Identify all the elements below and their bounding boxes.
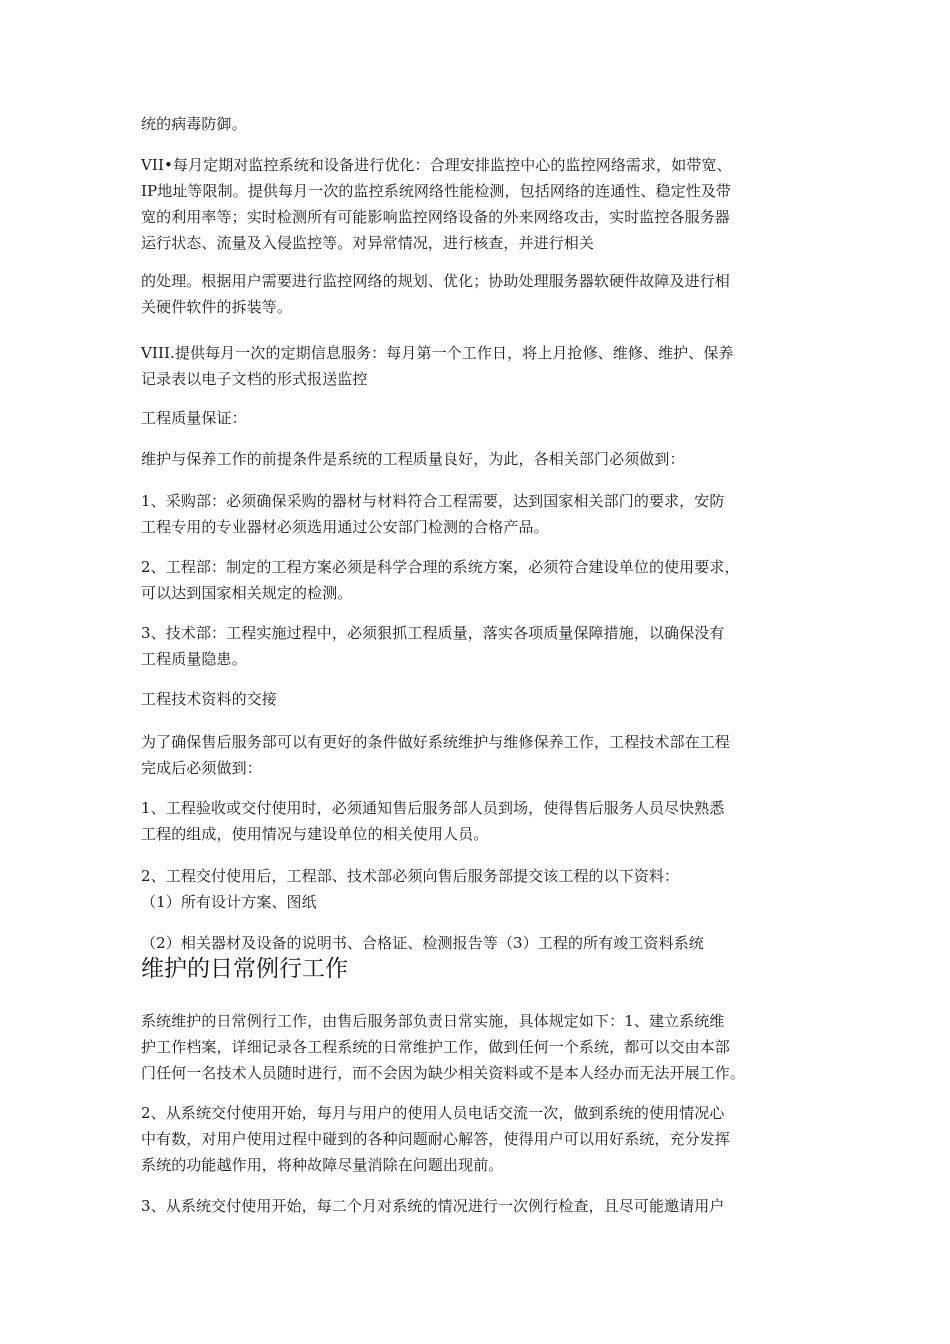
paragraph-handover-item-1 bbox=[141, 795, 821, 847]
text-line: 3、从系统交付使用开始，每二个月对系统的情况进行一次例行检查，且尽可能邀请用户 bbox=[141, 1197, 725, 1215]
paragraph-handover-intro bbox=[141, 729, 821, 781]
text-line: 系统维护的日常例行工作，由售后服务部负责日常实施，具体规定如下：1、建立系统维 bbox=[141, 1012, 725, 1030]
text-line: VIII.提供每月一次的定期信息服务：每月第一个工作日，将上月抢修、维修、维护、保养 bbox=[141, 344, 734, 362]
section-title-handover bbox=[141, 686, 821, 712]
text-line: 1、工程验收或交付使用时，必须通知售后服务部人员到场，使得售后服务人员尽快熟悉 bbox=[141, 799, 725, 817]
text-line: 运行状态、流量及入侵监控等。对异常情况，进行核查，并进行相关 bbox=[141, 234, 595, 252]
text-line: 完成后必须做到： bbox=[141, 759, 262, 777]
text-line: 2、工程部：制定的工程方案必须是科学合理的系统方案，必须符合建设单位的使用要求， bbox=[141, 558, 740, 576]
text-line: 工程的组成，使用情况与建设单位的相关使用人员。 bbox=[141, 825, 489, 843]
text-line: 1、采购部：必须确保采购的器材与材料符合工程需要，达到国家相关部门的要求，安防 bbox=[141, 492, 725, 510]
text-line: 维护与保养工作的前提条件是系统的工程质量良好，为此，各相关部门必须做到： bbox=[141, 450, 685, 468]
text-line: 系统的功能越作用，将种故障尽量消除在问题出现前。 bbox=[141, 1156, 504, 1174]
text-line: 记录表以电子文档的形式报送监控 bbox=[141, 370, 368, 388]
text-line: （1）所有设计方案、图纸 bbox=[141, 893, 317, 911]
text-line: IP地址等限制。提供每月一次的监控系统网络性能检测，包括网络的连通性、稳定性及带 bbox=[141, 182, 732, 200]
text-line: 护工作档案，详细记录各工程系统的日常维护工作，做到任何一个系统，都可以交由本部 bbox=[141, 1038, 730, 1056]
text-line: 为了确保售后服务部可以有更好的条件做好系统维护与维修保养工作，工程技术部在工程 bbox=[141, 733, 730, 751]
paragraph-monthly-contact bbox=[141, 1100, 821, 1178]
text-line: 宽的利用率等；实时检测所有可能影响监控网络设备的外来网络攻击，实时监控各服务器 bbox=[141, 208, 730, 226]
text-line: 关硬件软件的拆装等。 bbox=[141, 298, 293, 316]
text-line: 统的病毒防御。 bbox=[141, 115, 247, 133]
paragraph-engineering-dept bbox=[141, 554, 821, 606]
paragraph-technical-dept bbox=[141, 620, 821, 672]
text-line: 工程技术资料的交接 bbox=[141, 690, 277, 708]
paragraph-handover-item-2 bbox=[141, 863, 821, 915]
paragraph-monthly-optimization bbox=[141, 152, 821, 256]
text-line: 中有数，对用户使用过程中碰到的各种问题耐心解答，使得用户可以用好系统，充分发挥 bbox=[141, 1130, 730, 1148]
text-line: 门任何一名技术人员随时进行，而不会因为缺少相关资料或不是本人经办而无法开展工作。 bbox=[141, 1064, 746, 1082]
text-line: 2、工程交付使用后，工程部、技术部必须向售后服务部提交该工程的以下资料： bbox=[141, 867, 680, 885]
text-line: 可以达到国家相关规定的检测。 bbox=[141, 584, 353, 602]
paragraph-processing bbox=[141, 268, 821, 320]
paragraph-bimonthly-inspection bbox=[141, 1193, 821, 1219]
text-line: VII•每月定期对监控系统和设备进行优化：合理安排监控中心的监控网络需求，如带宽、 bbox=[141, 156, 732, 174]
section-title-quality-assurance bbox=[141, 405, 821, 431]
text-line: 工程质量隐患。 bbox=[141, 650, 247, 668]
paragraph-routine-work bbox=[141, 1008, 821, 1086]
text-line: 3、技术部：工程实施过程中，必须狠抓工程质量，落实各项质量保障措施，以确保没有 bbox=[141, 624, 725, 642]
text-line: （2）相关器材及设备的说明书、合格证、检测报告等（3）工程的所有竣工资料系统 bbox=[141, 934, 704, 952]
paragraph-quality-premise bbox=[141, 446, 821, 472]
text-line: 的处理。根据用户需要进行监控网络的规划、优化；协助处理服务器软硬件故障及进行相 bbox=[141, 272, 730, 290]
paragraph-procurement bbox=[141, 488, 821, 540]
text-line: 2、从系统交付使用开始，每月与用户的使用人员电话交流一次，做到系统的使用情况心 bbox=[141, 1104, 725, 1122]
section-heading-routine-maintenance: 维护的日常例行工作 bbox=[141, 956, 348, 982]
paragraph-virus-defense-tail bbox=[141, 111, 821, 137]
text-line: 工程质量保证： bbox=[141, 409, 247, 427]
text-line: 工程专用的专业器材必须选用通过公安部门检测的合格产品。 bbox=[141, 518, 549, 536]
paragraph-monthly-info-service bbox=[141, 340, 821, 392]
